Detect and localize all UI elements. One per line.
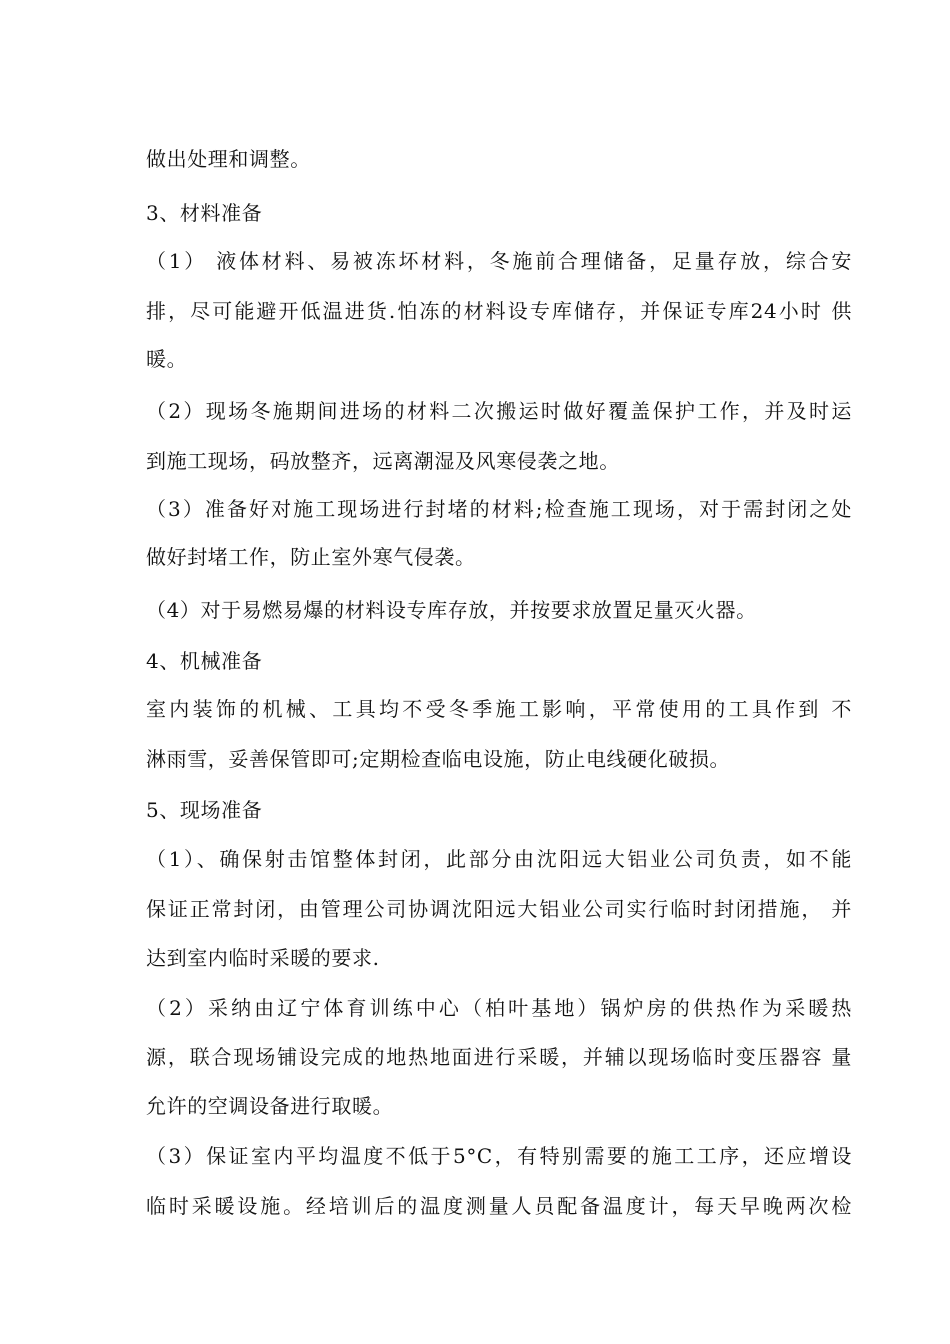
body-text-line: 到施工现场，码放整齐，远离潮湿及风寒侵袭之地。 — [146, 449, 620, 473]
body-text-line: （2）现场冬施期间进场的材料二次搬运时做好覆盖保护工作，并及时运 — [146, 399, 852, 423]
body-text-line: 暖。 — [146, 347, 188, 371]
body-text-line: 达到室内临时采暖的要求. — [146, 946, 380, 970]
body-text-line: 做好封堵工作，防止室外寒气侵袭。 — [146, 545, 476, 569]
body-text-line: （4）对于易燃易爆的材料设专库存放，并按要求放置足量灭火器。 — [146, 598, 757, 622]
body-text-line: 室内装饰的机械、工具均不受冬季施工影响，平常使用的工具作到 不 — [146, 697, 852, 721]
body-text-line: （1）、确保射击馆整体封闭，此部分由沈阳远大铝业公司负责，如不能 — [146, 847, 852, 871]
body-text-line: 保证正常封闭，由管理公司协调沈阳远大铝业公司实行临时封闭措施， 并 — [146, 897, 852, 921]
body-text-line: 做出处理和调整。 — [146, 147, 311, 171]
body-text-line: 允许的空调设备进行取暖。 — [146, 1094, 394, 1118]
section-heading-site: 5、现场准备 — [146, 798, 263, 822]
body-text-line: （3）准备好对施工现场进行封堵的材料;检查施工现场，对于需封闭之处 — [146, 497, 852, 521]
body-text-line: （3）保证室内平均温度不低于5°C，有特别需要的施工工序，还应增设 — [146, 1144, 852, 1168]
section-heading-machinery: 4、机械准备 — [146, 649, 263, 673]
body-text-line: 淋雨雪，妥善保管即可;定期检查临电设施，防止电线硬化破损。 — [146, 747, 731, 771]
body-text-line: （2）采纳由辽宁体育训练中心（柏叶基地）锅炉房的供热作为采暖热 — [146, 996, 852, 1020]
body-text-line: 排，尽可能避开低温进货.怕冻的材料设专库储存，并保证专库24小时 供 — [146, 299, 852, 323]
section-heading-materials: 3、材料准备 — [146, 201, 263, 225]
body-text-line: 源，联合现场铺设完成的地热地面进行采暖，并辅以现场临时变压器容 量 — [146, 1045, 852, 1069]
body-text-line: 临时采暖设施。经培训后的温度测量人员配备温度计，每天早晚两次检 — [146, 1194, 852, 1218]
body-text-line: （1） 液体材料、易被冻坏材料，冬施前合理储备，足量存放，综合安 — [146, 249, 852, 273]
